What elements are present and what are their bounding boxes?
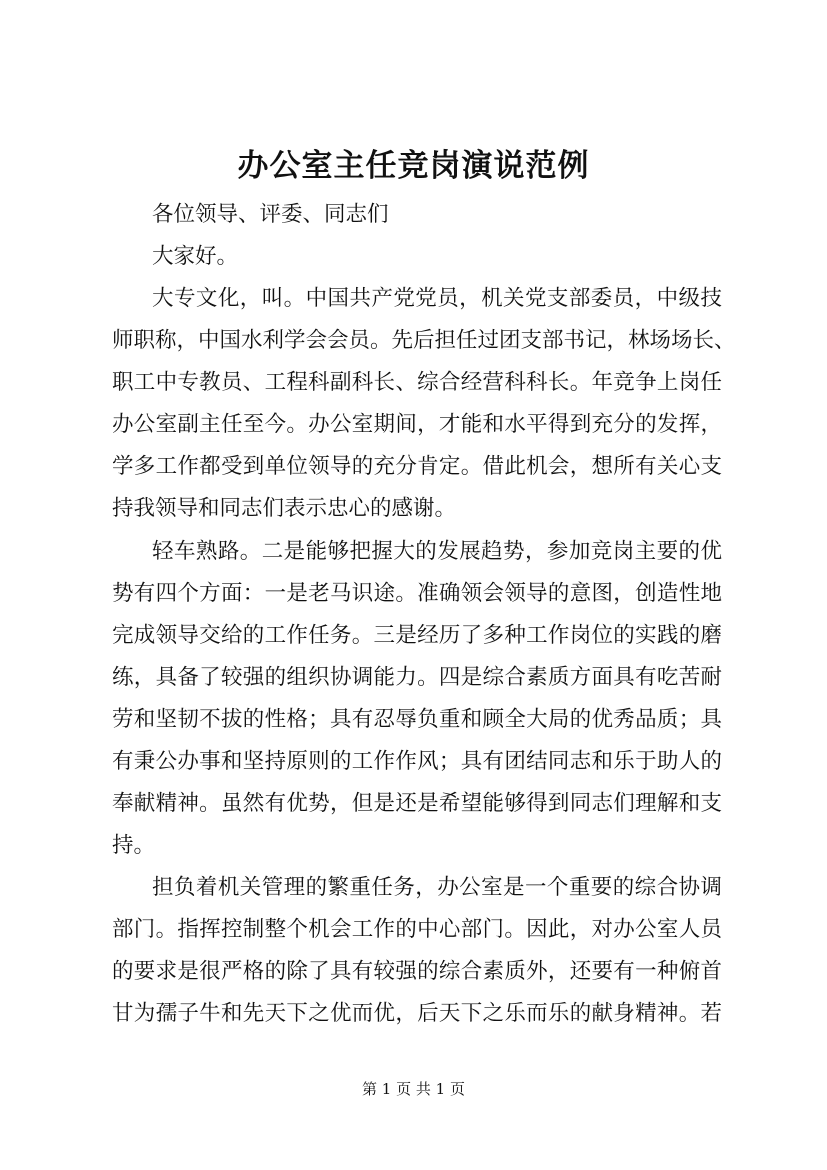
paragraph1-line: 大专文化，叫。中国共产党党员，机关党支部委员，中级技 [152, 286, 722, 311]
document-title: 办公室主任竞岗演说范例 [237, 148, 590, 184]
paragraph1-line: 持我领导和同志们表示忠心的感谢。 [112, 496, 457, 521]
salutation-line: 各位领导、评委、同志们 [152, 202, 389, 227]
paragraph1-line: 职工中专教员、工程科副科长、综合经营科科长。年竞争上岗任 [112, 370, 722, 395]
paragraph3-line: 部门。指挥控制整个机会工作的中心部门。因此，对办公室人员 [112, 917, 722, 942]
paragraph2-line: 劳和坚韧不拔的性格；具有忍辱负重和顾全大局的优秀品质；具 [112, 707, 722, 732]
paragraph3-line: 甘为孺子牛和先天下之优而优，后天下之乐而乐的献身精神。若 [112, 1001, 722, 1026]
paragraph1-line: 学多工作都受到单位领导的充分肯定。借此机会，想所有关心支 [112, 454, 722, 479]
page-number-footer: 第 1 页 共 1 页 [362, 1080, 465, 1098]
paragraph1-line: 办公室副主任至今。办公室期间，才能和水平得到充分的发挥， [112, 412, 722, 437]
paragraph2-line: 势有四个方面：一是老马识途。准确领会领导的意图，创造性地 [112, 581, 722, 606]
paragraph2-line: 完成领导交给的工作任务。三是经历了多种工作岗位的实践的磨 [112, 623, 722, 648]
paragraph2-line: 轻车熟路。二是能够把握大的发展趋势，参加竞岗主要的优 [152, 539, 722, 564]
paragraph2-line: 持。 [112, 833, 156, 858]
greeting-line: 大家好。 [152, 244, 239, 269]
paragraph3-line: 担负着机关管理的繁重任务，办公室是一个重要的综合协调 [152, 875, 722, 900]
paragraph2-line: 有秉公办事和坚持原则的工作作风；具有团结同志和乐于助人的 [112, 749, 722, 774]
paragraph3-line: 的要求是很严格的除了具有较强的综合素质外，还要有一种俯首 [112, 959, 722, 984]
paragraph2-line: 练，具备了较强的组织协调能力。四是综合素质方面具有吃苦耐 [112, 665, 722, 690]
paragraph1-line: 师职称，中国水利学会会员。先后担任过团支部书记，林场场长、 [112, 328, 736, 353]
paragraph2-line: 奉献精神。虽然有优势，但是还是希望能够得到同志们理解和支 [112, 791, 722, 816]
